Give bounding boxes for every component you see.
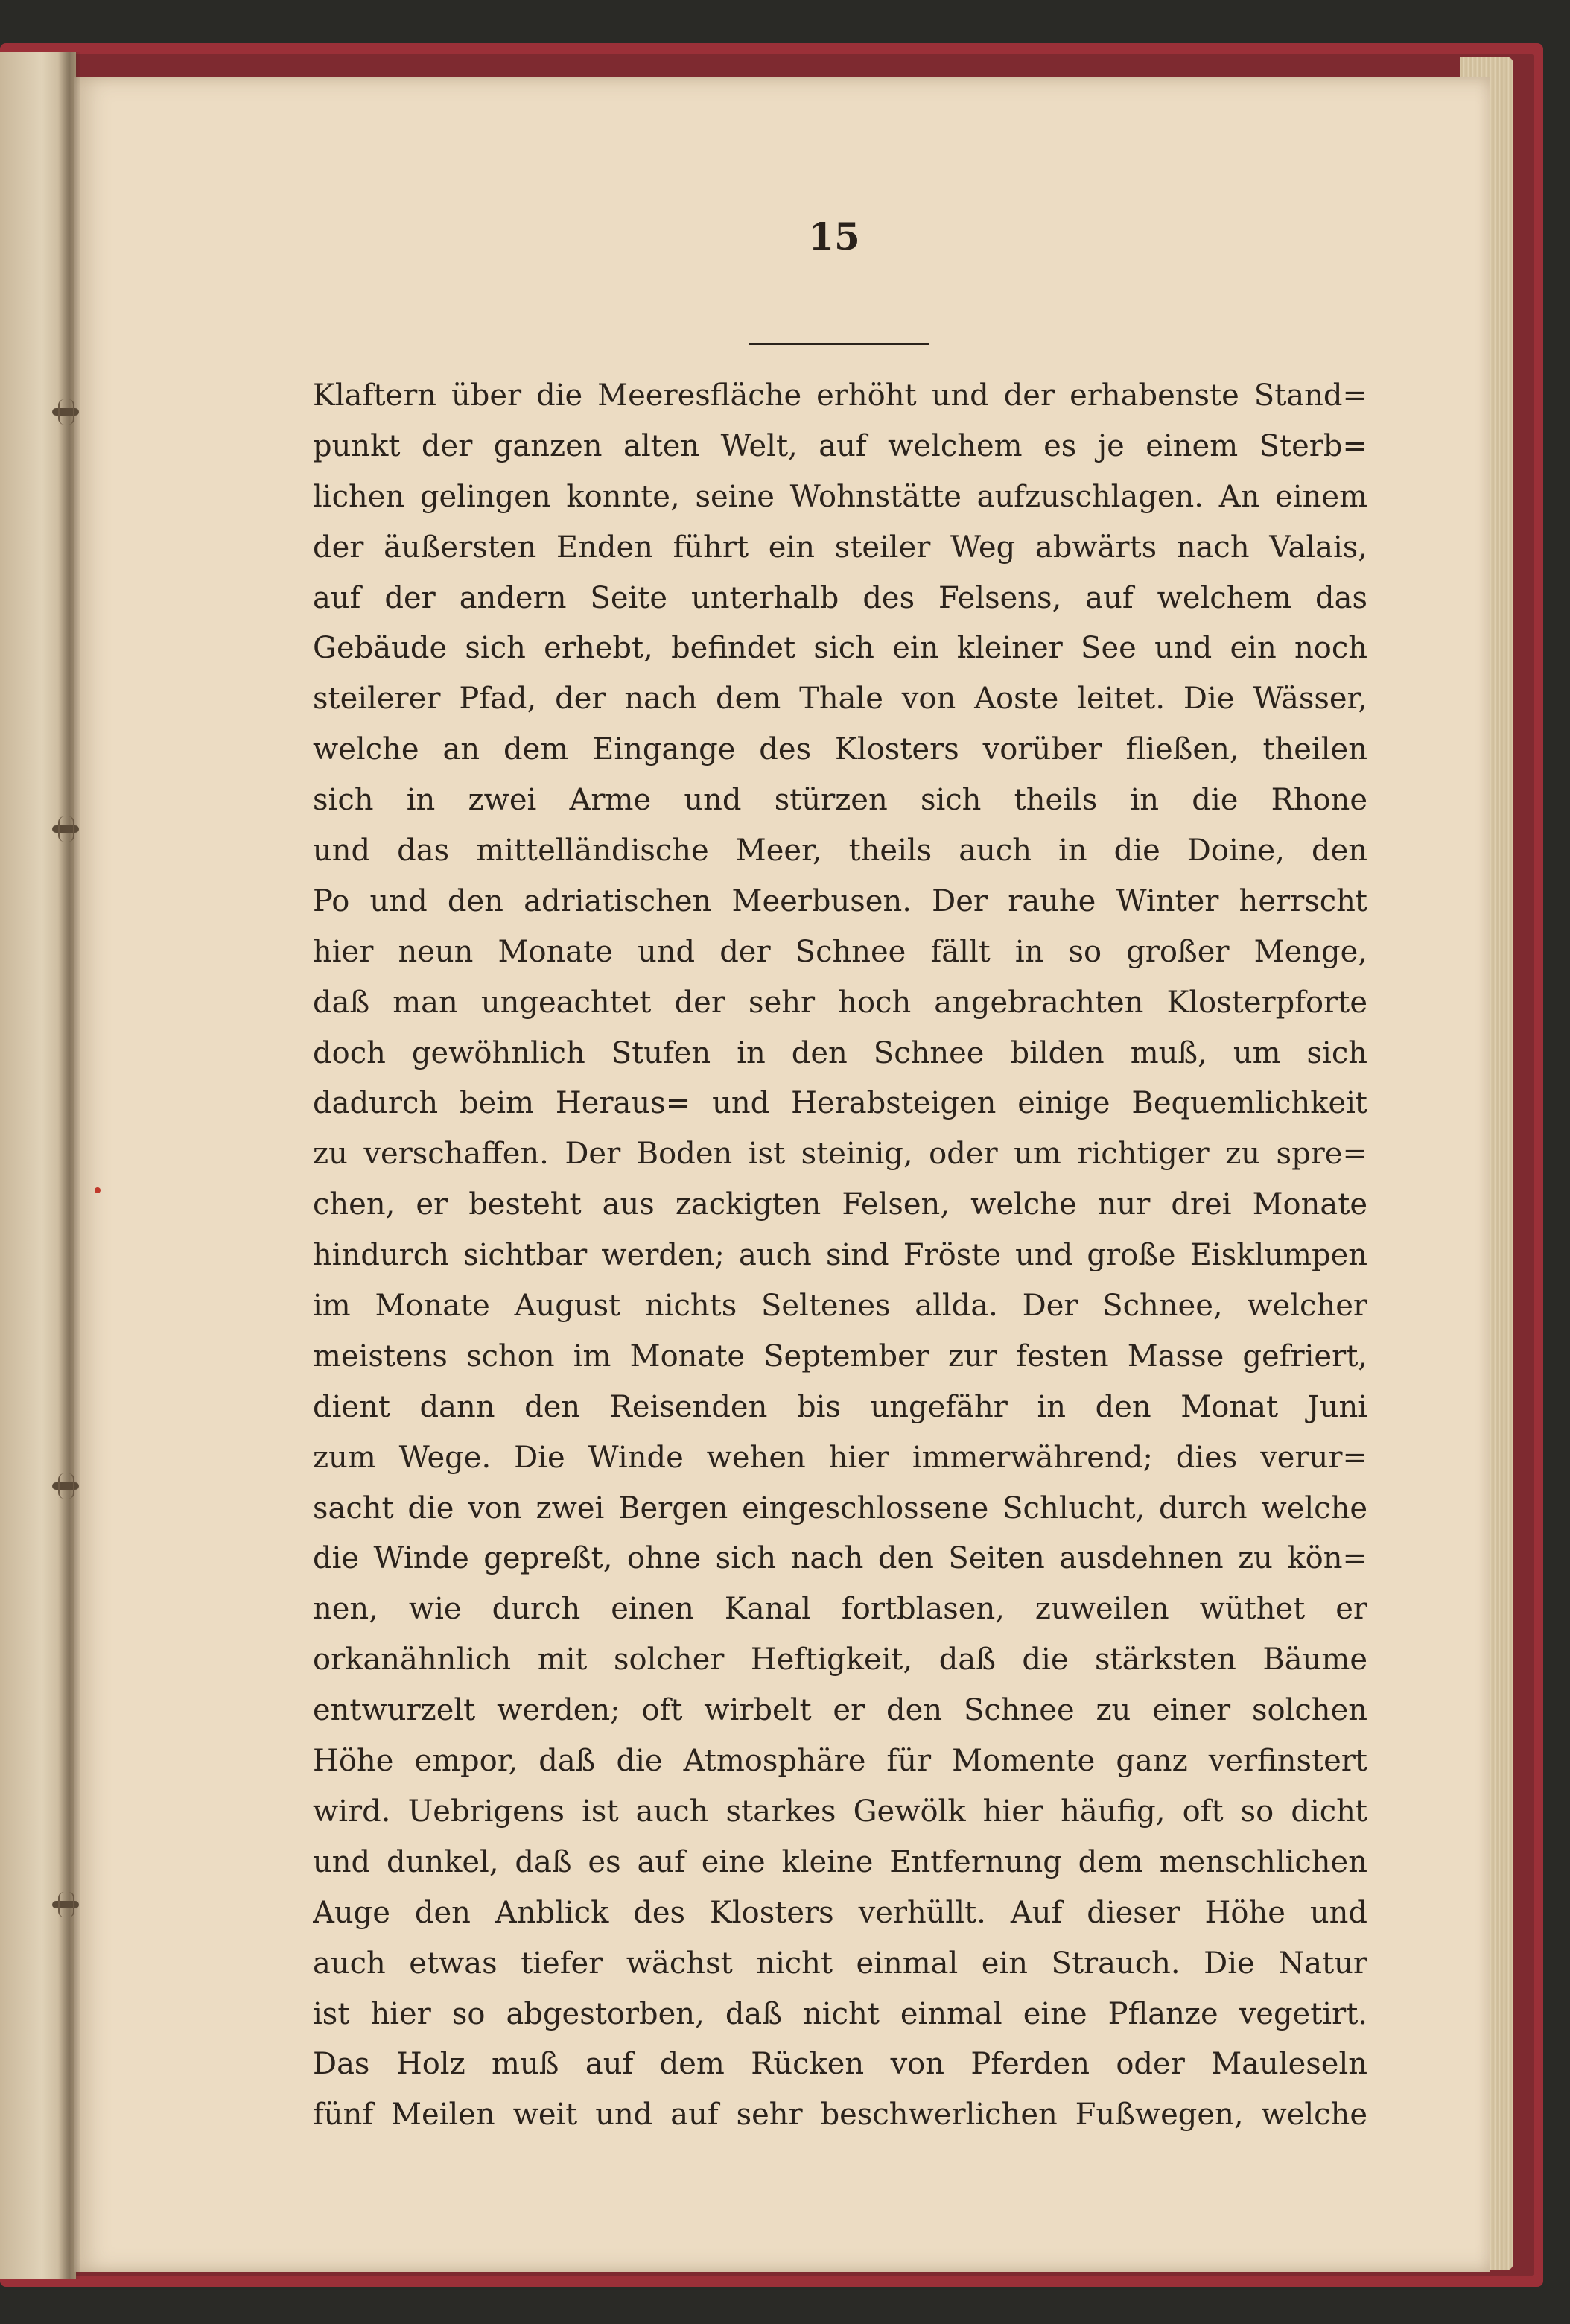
- text-line: entwurzelt werden; oft wirbelt er den Schnee zu einer solchen: [313, 1693, 1367, 1728]
- text-line: Höhe empor, daß die Atmosphäre für Momente ganz verfinstert: [313, 1744, 1367, 1779]
- text-line: Klaftern über die Meeresfläche erhöht und der erhabenste Stand=: [313, 378, 1367, 413]
- text-line: doch gewöhnlich Stufen in den Schnee bilden muß, um sich: [313, 1035, 1367, 1070]
- text-line: ist hier so abgestorben, daß nicht einmal eine Pflanze vegetirt.: [313, 1996, 1367, 2031]
- text-line: lichen gelingen konnte, seine Wohnstätte aufzuschlagen. An einem: [313, 479, 1367, 514]
- page-number: 15: [808, 215, 860, 258]
- text-line: dadurch beim Heraus= und Herabsteigen einige Bequemlichkeit: [313, 1086, 1367, 1121]
- text-line: hier neun Monate und der Schnee fällt in so großer Menge,: [313, 934, 1367, 969]
- text-line: sich in zwei Arme und stürzen sich theils in die Rhone: [313, 783, 1367, 818]
- binding-stitch: [52, 408, 79, 416]
- text-line: der äußersten Enden führt ein steiler Weg abwärts nach Valais,: [313, 530, 1367, 565]
- text-line: steilerer Pfad, der nach dem Thale von Aoste leitet. Die Wässer,: [313, 682, 1367, 717]
- text-line: wird. Uebrigens ist auch starkes Gewölk hier häufig, oft so dicht: [313, 1794, 1367, 1829]
- text-line: sacht die von zwei Bergen eingeschlossene Schlucht, durch welche: [313, 1490, 1367, 1525]
- spine-shadow: [58, 52, 80, 2279]
- text-line: chen, er besteht aus zackigten Felsen, welche nur drei Monate: [313, 1187, 1367, 1222]
- book-page: [74, 77, 1490, 2272]
- text-line: daß man ungeachtet der sehr hoch angebrachten Klosterpforte: [313, 985, 1367, 1020]
- text-line: punkt der ganzen alten Welt, auf welchem es je einem Sterb=: [313, 428, 1367, 463]
- text-line: im Monate August nichts Seltenes allda. Der Schnee, welcher: [313, 1289, 1367, 1324]
- header-rule: [749, 343, 929, 345]
- text-line: Po und den adriatischen Meerbusen. Der rauhe Winter herrscht: [313, 883, 1367, 918]
- text-line: auf der andern Seite unterhalb des Felsens, auf welchem das: [313, 580, 1367, 615]
- ink-speck: [95, 1187, 101, 1193]
- binding-stitch: [52, 1482, 79, 1490]
- text-line: und das mittelländische Meer, theils auch in die Doine, den: [313, 834, 1367, 869]
- text-line: nen, wie durch einen Kanal fortblasen, zuweilen wüthet er: [313, 1592, 1367, 1627]
- text-line: die Winde gepreßt, ohne sich nach den Seiten ausdehnen zu kön=: [313, 1541, 1367, 1576]
- text-line: dient dann den Reisenden bis ungefähr in den Monat Juni: [313, 1389, 1367, 1424]
- text-line: orkanähnlich mit solcher Heftigkeit, daß die stärksten Bäume: [313, 1642, 1367, 1677]
- binding-stitch: [52, 1901, 79, 1908]
- body-text: [313, 371, 1367, 2141]
- text-line: Das Holz muß auf dem Rücken von Pferden oder Mauleseln: [313, 2047, 1367, 2082]
- text-line: Gebäude sich erhebt, befindet sich ein kleiner See und ein noch: [313, 631, 1367, 666]
- binding-stitch: [52, 825, 79, 833]
- text-line: auch etwas tiefer wächst nicht einmal ein Strauch. Die Natur: [313, 1946, 1367, 1981]
- text-line: Auge den Anblick des Klosters verhüllt. Auf dieser Höhe und: [313, 1895, 1367, 1930]
- text-line: meistens schon im Monate September zur festen Masse gefriert,: [313, 1339, 1367, 1374]
- text-line: und dunkel, daß es auf eine kleine Entfernung dem menschlichen: [313, 1844, 1367, 1879]
- text-line: hindurch sichtbar werden; auch sind Fröste und große Eisklumpen: [313, 1238, 1367, 1273]
- text-line: zum Wege. Die Winde wehen hier immerwährend; dies verur=: [313, 1440, 1367, 1475]
- text-line: fünf Meilen weit und auf sehr beschwerlichen Fußwegen, welche: [313, 2098, 1367, 2133]
- text-line: welche an dem Eingange des Klosters vorüber fließen, theilen: [313, 732, 1367, 767]
- text-line: zu verschaffen. Der Boden ist steinig, oder um richtiger zu spre=: [313, 1137, 1367, 1172]
